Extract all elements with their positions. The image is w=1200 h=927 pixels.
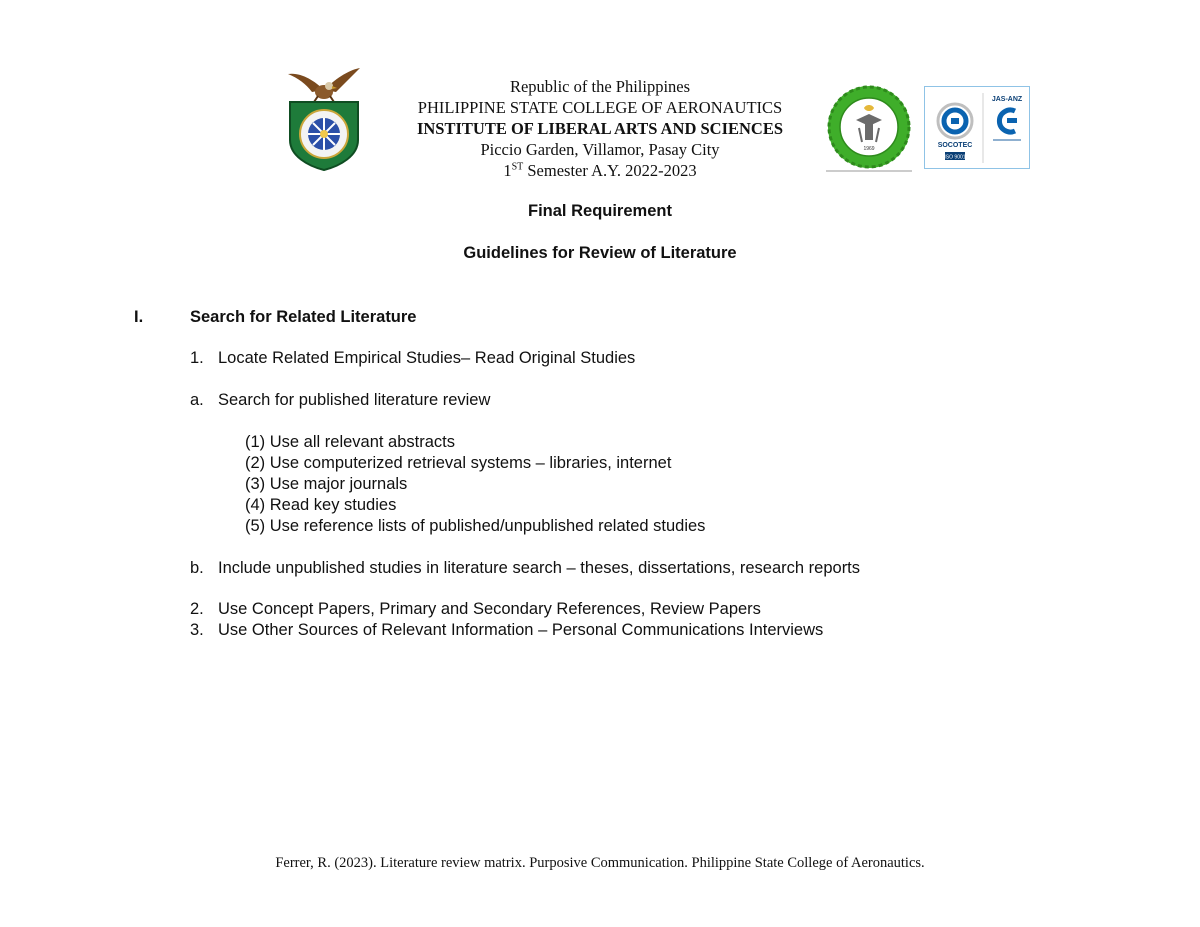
semester-text: Semester A.Y. 2022-2023	[523, 161, 697, 180]
semester-suffix: ST	[511, 161, 524, 173]
item-b-letter: b.	[190, 559, 204, 577]
section-numeral: I.	[134, 308, 144, 326]
header-address: Piccio Garden, Villamor, Pasay City	[480, 140, 720, 159]
cert-socotec-label: SOCOTEC	[937, 142, 973, 149]
header-college: PHILIPPINE STATE COLLEGE OF AERONAUTICS	[417, 98, 783, 117]
list-item: (3) Use major journals	[245, 475, 408, 493]
list-item: (5) Use reference lists of published/unpublished related studies	[245, 517, 706, 535]
item-2-number: 2.	[190, 600, 204, 618]
list-item: (4) Read key studies	[245, 496, 397, 514]
item-1-number: 1.	[190, 349, 204, 367]
certification-badge	[924, 86, 1030, 169]
cert-iso-label: ISO 9001	[944, 154, 966, 161]
footer-citation: Ferrer, R. (2023). Literature review matrix. Purposive Communication. Philippine State College of Aeronautics.	[275, 855, 925, 871]
document-subtitle: Guidelines for Review of Literature	[463, 244, 737, 262]
list-item: (1) Use all relevant abstracts	[245, 433, 455, 451]
semester-number: 1	[503, 161, 512, 180]
seal-icon	[828, 86, 910, 168]
seal-year: 1969	[863, 146, 875, 152]
sub-item-list	[245, 432, 705, 537]
item-3-text: Use Other Sources of Relevant Information – Personal Communications Interviews	[218, 621, 824, 639]
header-country: Republic of the Philippines	[509, 77, 691, 96]
cert-jasanz-label: JAS-ANZ	[991, 96, 1023, 103]
section-heading: Search for Related Literature	[190, 308, 417, 326]
item-b-text: Include unpublished studies in literature search – theses, dissertations, research reports	[218, 559, 861, 577]
institute-seal	[826, 84, 912, 172]
certification-marks	[925, 87, 1029, 168]
list-item: (2) Use computerized retrieval systems – libraries, internet	[245, 454, 672, 472]
header-institute: INSTITUTE OF LIBERAL ARTS AND SCIENCES	[416, 119, 784, 138]
item-1-text: Locate Related Empirical Studies– Read Original Studies	[218, 349, 636, 367]
item-2-text: Use Concept Papers, Primary and Secondary References, Review Papers	[218, 600, 761, 618]
document-title: Final Requirement	[528, 202, 672, 220]
jas-anz-icon	[999, 110, 1017, 132]
item-a-letter: a.	[190, 391, 204, 409]
item-a-text: Search for published literature review	[218, 391, 491, 409]
socotec-icon	[938, 104, 972, 138]
item-3-number: 3.	[190, 621, 204, 639]
